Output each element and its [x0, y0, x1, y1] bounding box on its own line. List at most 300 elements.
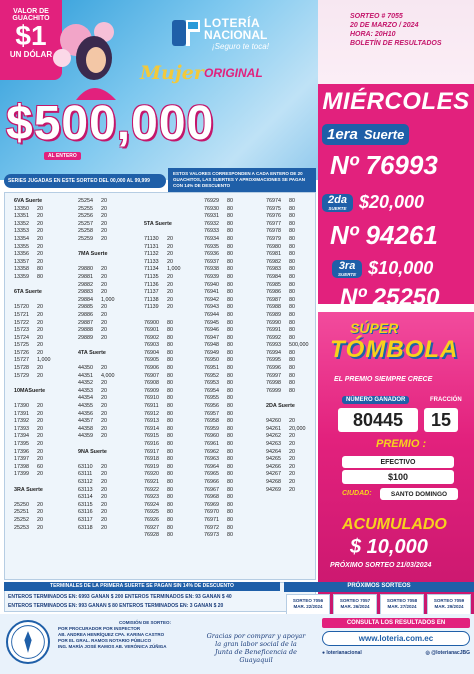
table-row: [14, 274, 51, 282]
ticket-number: 25250: [14, 501, 29, 508]
table-row: [204, 251, 233, 259]
prize-value: 20: [37, 433, 43, 440]
prize-value: 20: [289, 448, 295, 455]
table-row: [144, 502, 181, 510]
prize-value: 80: [167, 403, 173, 410]
table-row: [14, 464, 51, 472]
price-top-label: VALOR DE GUACHITO: [12, 8, 50, 22]
table-row: [14, 373, 51, 381]
prize-type: EFECTIVO: [342, 456, 454, 468]
prize-value: 20: [37, 220, 43, 227]
ticket-number: 25255: [78, 205, 93, 212]
table-row: [14, 206, 51, 214]
second-prize-sub: SUERTE: [328, 205, 347, 211]
table-row: [204, 320, 233, 328]
prize-value: 80: [227, 289, 233, 296]
table-row: [14, 342, 51, 350]
ticket-number: 76954: [204, 387, 219, 394]
ticket-number: 76998: [266, 380, 281, 387]
facebook-link[interactable]: [322, 650, 362, 656]
ticket-number: 44356: [78, 410, 93, 417]
table-row: [78, 304, 115, 312]
prize-value: 80: [289, 243, 295, 250]
table-row: [14, 388, 51, 396]
ticket-number: 76951: [204, 365, 219, 372]
ticket-number: 17395: [14, 441, 29, 447]
table-row: [144, 297, 181, 305]
prize-value: 80: [227, 228, 233, 235]
ticket-number: 29886: [78, 311, 93, 318]
prize-value: 80: [227, 258, 233, 265]
ticket-number: 76985: [266, 281, 281, 288]
prize-value: 80: [37, 273, 43, 280]
prize-value: 80: [227, 425, 233, 432]
table-row: [14, 525, 51, 533]
prize-value: 20: [37, 365, 43, 372]
table-row: [204, 449, 233, 457]
table-row: [78, 342, 115, 350]
prize-value: 20: [37, 516, 43, 523]
prize-value: 20: [101, 494, 107, 501]
table-row: [78, 198, 115, 206]
table-row: [144, 335, 181, 343]
prize-value: 20: [167, 296, 173, 303]
table-row: [144, 494, 181, 502]
ticket-number: 76917: [144, 448, 159, 455]
results-column-1: [14, 198, 51, 532]
prize-value: 80: [167, 418, 173, 425]
table-row: [144, 289, 181, 297]
ticket-number: 71137: [144, 289, 159, 296]
ticket-number: 13353: [14, 228, 29, 235]
tombola-subtitle: EL PREMIO SIEMPRE CRECE: [334, 376, 433, 383]
ticket-number: 76986: [266, 289, 281, 296]
ticket-number: [78, 244, 101, 252]
junta-seal-icon: [6, 620, 50, 664]
table-row: [204, 213, 233, 221]
table-row: [144, 426, 181, 434]
upcoming-draw-date: MAR. 22/2024: [293, 604, 323, 609]
ticket-number: 44353: [78, 387, 93, 394]
ticket-number: 94269: [266, 486, 281, 493]
table-row: [144, 266, 181, 274]
table-row: [78, 449, 115, 457]
table-row: [78, 213, 115, 221]
ticket-number: 63116: [78, 509, 93, 516]
table-row: [204, 411, 233, 419]
ticket-number: [78, 342, 101, 350]
prize-value: 80: [227, 532, 233, 539]
ticket-number: [14, 479, 37, 487]
prize-value: 20: [101, 524, 107, 531]
table-row: [204, 327, 233, 335]
ticket-number: 17398: [14, 463, 29, 470]
table-row: [266, 388, 309, 396]
prize-value: 80: [167, 471, 173, 478]
table-row: [14, 251, 51, 259]
ticket-number: 29883: [78, 289, 93, 296]
prize-value: 80: [167, 425, 173, 432]
ticket-number: 76919: [144, 463, 159, 470]
ticket-number: 25254: [78, 198, 93, 204]
ticket-number: 76932: [204, 220, 219, 227]
ticket-number: [144, 228, 167, 236]
prize-value: 80: [227, 198, 233, 204]
prize-value: 20: [289, 478, 295, 485]
prize-value: 20: [37, 448, 43, 455]
prize-value: 20: [101, 235, 107, 242]
prize-value: 80: [167, 357, 173, 364]
ticket-number: 76999: [266, 387, 281, 394]
prize-value: 20: [101, 281, 107, 288]
ticket-number: 76936: [204, 251, 219, 258]
ticket-number: 94268: [266, 478, 281, 485]
table-row: [14, 471, 51, 479]
prize-value: 20: [101, 501, 107, 508]
table-row: [78, 251, 115, 259]
table-row: [144, 517, 181, 525]
ticket-number: 76972: [204, 524, 219, 531]
prize-value: 80: [227, 501, 233, 508]
prize-value: 80: [167, 372, 173, 379]
table-row: [78, 509, 115, 517]
ticket-number: 25252: [14, 516, 29, 523]
jackpot-prize: [6, 96, 316, 156]
prize-value: 80: [227, 471, 233, 478]
table-row: [266, 259, 309, 267]
table-row: [266, 426, 309, 434]
prize-value: 20: [101, 509, 107, 516]
ticket-number: 76995: [266, 357, 281, 364]
table-row: [14, 494, 51, 502]
ticket-number: [78, 441, 101, 449]
ticket-number: 44355: [78, 403, 93, 410]
prize-value: 80: [227, 334, 233, 341]
ticket-number: 94265: [266, 456, 281, 463]
prize-value: 4,000: [101, 372, 115, 379]
ticket-number: 76966: [204, 478, 219, 485]
prize-value: 20: [37, 403, 43, 410]
ticket-number: 63112: [78, 478, 93, 485]
table-row: [204, 312, 233, 320]
table-row: [204, 350, 233, 358]
table-row: [14, 426, 51, 434]
ticket-number: 76990: [266, 319, 281, 326]
table-row: [266, 411, 309, 419]
ticket-number: 13356: [14, 251, 29, 258]
city-value: SANTO DOMINGO: [380, 488, 458, 500]
table-row: [78, 388, 115, 396]
table-row: [144, 411, 181, 419]
prize-value: 20: [37, 418, 43, 425]
ticket-number: [144, 312, 167, 320]
ticket-number: 76926: [144, 516, 159, 523]
suerte-heading: 7MA Suerte: [78, 251, 108, 258]
winner-number-label: NÚMERO GANADOR: [342, 396, 409, 404]
table-row: [266, 456, 309, 464]
accumulated-amount: $ 10,000: [350, 536, 428, 558]
fraction-label: FRACCIÓN: [430, 397, 462, 403]
table-row: [144, 259, 181, 267]
website-link[interactable]: www.loteria.com.ec: [322, 631, 470, 646]
table-row: [78, 357, 115, 365]
ticket-number: 17396: [14, 448, 29, 455]
ticket-number: 76962: [204, 448, 219, 455]
table-row: [266, 206, 309, 214]
ticket-number: 71139: [144, 304, 159, 311]
ticket-number: 76996: [266, 365, 281, 372]
prize-value: 80: [227, 494, 233, 501]
prize-value: 20: [289, 433, 295, 440]
discount-note: ESTOS VALORES CORRESPONDEN A CADA ENTERO DE 20 GUACHITOS, LAS SUERTES Y APROXIMACIONES SE PAGAN CON 14% DE DESCUENTO: [168, 168, 316, 192]
table-row: [78, 282, 115, 290]
table-row: [144, 236, 181, 244]
prize-value: 80: [167, 334, 173, 341]
ticket-number: 63114: [78, 494, 93, 501]
ticket-number: 76992: [266, 334, 281, 341]
table-row: [144, 221, 181, 229]
prize-value: 20: [101, 228, 107, 235]
ticket-number: 25259: [78, 235, 93, 242]
table-row: [266, 289, 309, 297]
table-row: [78, 373, 115, 381]
prize-value: 80: [227, 266, 233, 273]
prize-value: 80: [227, 509, 233, 516]
ticket-number: 76952: [204, 372, 219, 379]
terminals-line-1: ENTEROS TERMINADOS EN: 6993 GANAN $ 200 ENTEROS TERMINADOS EN: 93 GANAN $ 40: [8, 594, 232, 600]
ticket-number: 76993: [266, 342, 281, 349]
prize-value: 20: [37, 251, 43, 258]
table-row: [204, 479, 233, 487]
table-row: [204, 373, 233, 381]
price-bottom-label: UN DÓLAR: [9, 50, 53, 59]
table-row: [204, 418, 233, 426]
prize-value: 20: [37, 319, 43, 326]
table-row: [78, 479, 115, 487]
ticket-number: 76923: [144, 494, 159, 501]
ticket-number: 76953: [204, 380, 219, 387]
ticket-number: 76961: [204, 441, 219, 447]
prize-value: 20: [101, 334, 107, 341]
ticket-number: 76974: [266, 198, 281, 204]
ticket-number: 71134: [144, 266, 159, 273]
ticket-number: 15725: [14, 342, 29, 349]
table-row: [14, 365, 51, 373]
prize-value: 20: [167, 258, 173, 265]
table-row: [204, 357, 233, 365]
prize-value: 20: [101, 395, 107, 402]
ticket-number: 71136: [144, 281, 159, 288]
ticket-number: 76933: [204, 228, 219, 235]
ticket-number: 15727: [14, 357, 29, 364]
ticket-number: [266, 411, 289, 419]
table-row: [78, 525, 115, 533]
table-row: [144, 456, 181, 464]
ticket-number: 76970: [204, 509, 219, 516]
table-row: [78, 418, 115, 426]
table-row: [266, 327, 309, 335]
ticket-number: [144, 206, 167, 214]
prize-value: 20: [101, 463, 107, 470]
ticket-number: 76948: [204, 342, 219, 349]
ticket-number: 17394: [14, 433, 29, 440]
table-row: [14, 502, 51, 510]
table-row: [204, 221, 233, 229]
prize-value: 80: [167, 395, 173, 402]
table-row: [14, 236, 51, 244]
ticket-number: 44352: [78, 380, 93, 387]
prize-value: 20: [101, 365, 107, 372]
prize-value: 80: [167, 501, 173, 508]
table-row: [266, 418, 309, 426]
upcoming-draw-1: [286, 594, 330, 616]
ticket-number: 76934: [204, 235, 219, 242]
ticket-number: 15726: [14, 349, 29, 356]
ticket-number: 71132: [144, 251, 159, 258]
prize-value: 80: [227, 220, 233, 227]
table-row: [14, 380, 51, 388]
table-row: [14, 517, 51, 525]
prize-value: 80: [289, 296, 295, 303]
table-row: [14, 449, 51, 457]
edition-title: [140, 62, 290, 92]
draw-time: HORA: 20H10: [350, 31, 396, 38]
ticket-number: 76975: [266, 205, 281, 212]
ticket-number: 76927: [144, 524, 159, 531]
table-row: [144, 388, 181, 396]
table-row: [144, 244, 181, 252]
table-row: [78, 411, 115, 419]
ticket-number: 76920: [144, 471, 159, 478]
ticket-number: 76937: [204, 258, 219, 265]
ticket-number: 44350: [78, 365, 93, 372]
ticket-number: 76950: [204, 357, 219, 364]
ticket-number: 76978: [266, 228, 281, 235]
upcoming-draw-number: SORTEO 7058: [386, 598, 418, 603]
ticket-number: 76903: [144, 342, 159, 349]
ticket-number: [78, 456, 101, 464]
table-row: [14, 441, 51, 449]
prize-value: 20: [101, 418, 107, 425]
table-row: [78, 350, 115, 358]
table-row: [14, 289, 51, 297]
ticket-number: 29881: [78, 273, 93, 280]
ticket-number: 76904: [144, 349, 159, 356]
prize-value: 20: [289, 486, 295, 493]
table-row: [14, 357, 51, 365]
table-row: [14, 198, 51, 206]
table-row: [266, 236, 309, 244]
second-prize-number: Nº 94261: [330, 220, 438, 250]
table-row: [266, 365, 309, 373]
prize-value: 20: [101, 319, 107, 326]
table-row: [266, 198, 309, 206]
prize-value: 20: [37, 441, 43, 447]
prize-value: 80: [227, 243, 233, 250]
table-row: [204, 380, 233, 388]
table-row: [78, 471, 115, 479]
prize-value: 20: [101, 486, 107, 493]
prize-value: 80: [227, 349, 233, 356]
ticket-number: 13352: [14, 220, 29, 227]
table-row: [266, 335, 309, 343]
ticket-number: 25258: [78, 228, 93, 235]
table-row: [14, 312, 51, 320]
table-row: [14, 411, 51, 419]
prize-value: 80: [227, 387, 233, 394]
table-row: [78, 221, 115, 229]
table-row: [78, 403, 115, 411]
prize-value: 80: [227, 327, 233, 334]
table-row: [204, 289, 233, 297]
ticket-number: 76941: [204, 289, 219, 296]
ticket-number: 15720: [14, 304, 29, 311]
ticket-number: 76983: [266, 266, 281, 273]
upcoming-draw-3: [380, 594, 424, 616]
ticket-number: 94262: [266, 433, 281, 440]
second-prize-amount: $20,000: [358, 192, 425, 212]
ticket-number: 76931: [204, 213, 219, 220]
ticket-number: 76918: [144, 456, 159, 463]
ticket-number: 76977: [266, 220, 281, 227]
edition-title-main: Mujer: [140, 62, 204, 84]
ticket-number: 76945: [204, 319, 219, 326]
prize-amount: $100: [342, 470, 454, 484]
prize-value: 80: [289, 304, 295, 311]
table-row: [266, 251, 309, 259]
table-row: [204, 297, 233, 305]
ticket-number: 76913: [144, 418, 159, 425]
ticket-number: 94263: [266, 441, 281, 447]
ticket-number: 76964: [204, 463, 219, 470]
prize-value: 20: [37, 372, 43, 379]
ticket-number: 76915: [144, 433, 159, 440]
table-row: [204, 456, 233, 464]
prize-value: 20,000: [289, 425, 306, 432]
table-row: [266, 221, 309, 229]
facebook-icon: ●: [322, 650, 327, 656]
prize-value: 80: [289, 281, 295, 288]
table-row: [266, 433, 309, 441]
prize-value: 20: [37, 243, 43, 250]
prize-value: 80: [227, 213, 233, 220]
prize-value: 20: [37, 425, 43, 432]
table-row: [266, 304, 309, 312]
prize-value: 20: [289, 463, 295, 470]
ticket-number: 76973: [204, 532, 219, 539]
ticket-number: 76910: [144, 395, 159, 402]
ticket-number: 29888: [78, 327, 93, 334]
ticket-number: 63113: [78, 486, 93, 493]
ticket-number: 15723: [14, 327, 29, 334]
table-row: [266, 395, 309, 403]
ticket-number: [14, 380, 37, 388]
prize-value: 20: [37, 235, 43, 242]
ticket-number: 63111: [78, 471, 93, 478]
upcoming-draw-date: MAR. 27/2024: [387, 604, 417, 609]
table-row: [204, 342, 233, 350]
ticket-number: [14, 282, 37, 290]
table-row: [78, 395, 115, 403]
instagram-link[interactable]: [425, 650, 470, 656]
table-row: [204, 304, 233, 312]
prize-value: 20: [37, 327, 43, 334]
table-row: [14, 395, 51, 403]
table-row: [144, 327, 181, 335]
table-row: [14, 456, 51, 464]
ticket-number: 76911: [144, 403, 159, 410]
table-row: [14, 350, 51, 358]
